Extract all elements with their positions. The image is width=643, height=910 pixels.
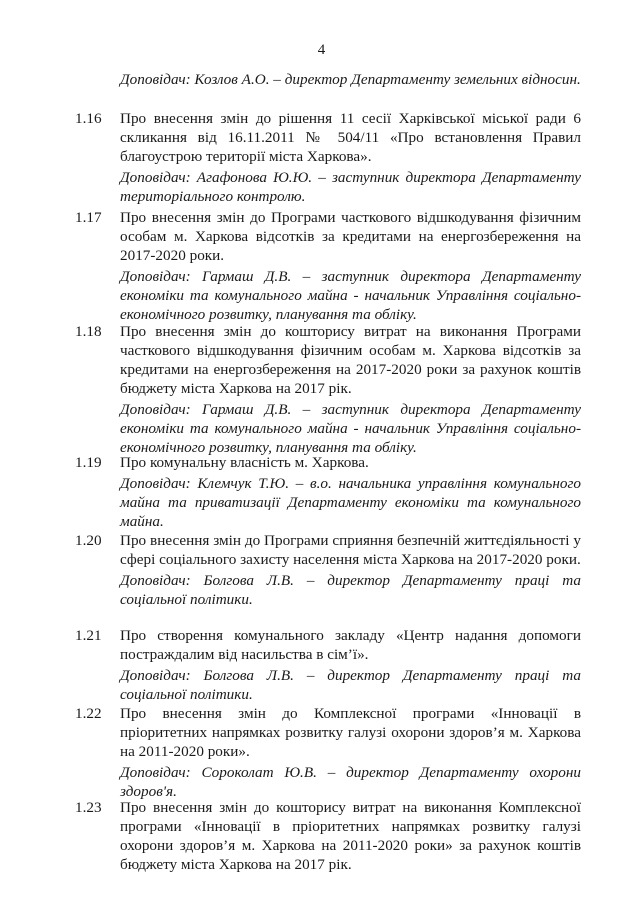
agenda-item-title: Про внесення змін до Програми сприяння безпечній життєдіяльності у сфері соціального захисту населення міста Харкова на 2017-2020 роки.	[120, 532, 581, 568]
agenda-item-title: Про внесення змін до кошторису витрат на виконання Комплексної програми «Інновації в пріоритетних напрямках розвитку галузі охорони здоров’я м. Харкова на 2011-2020 роки» за рахунок коштів бюджету міста Харкова на 2017 рік.	[120, 799, 581, 873]
agenda-item-number: 1.22	[75, 705, 102, 722]
intro-reporter: Доповідач: Козлов А.О. – директор Департаменту земельних відносин.	[120, 71, 581, 88]
agenda-item	[120, 453, 581, 531]
agenda-item-reporter: Доповідач: Агафонова Ю.Ю. – заступник директора Департаменту територіального контролю.	[120, 169, 581, 205]
agenda-item	[120, 322, 581, 457]
agenda-item-number: 1.19	[75, 454, 102, 471]
agenda-item-title: Про комунальну власність м. Харкова.	[120, 454, 369, 471]
agenda-item-number: 1.20	[75, 532, 102, 549]
agenda-item-number: 1.16	[75, 110, 102, 127]
agenda-item	[120, 109, 581, 206]
agenda-item-reporter: Доповідач: Гармаш Д.В. – заступник директора Департаменту економіки та комунального майна - начальник Управління соціально-економічного розвитку, планування та обліку.	[120, 268, 581, 323]
agenda-item-reporter: Доповідач: Сороколат Ю.В. – директор Департаменту охорони здоров'я.	[120, 764, 581, 800]
agenda-item-number: 1.17	[75, 209, 102, 226]
agenda-item-title: Про створення комунального закладу «Центр надання допомоги постраждалим від насильства в сім’ї».	[120, 627, 581, 663]
agenda-item	[120, 704, 581, 801]
agenda-item-number: 1.23	[75, 799, 102, 816]
agenda-item	[120, 208, 581, 324]
agenda-item-number: 1.21	[75, 627, 102, 644]
page-number: 4	[317, 42, 326, 58]
agenda-item-reporter: Доповідач: Болгова Л.В. – директор Департаменту праці та соціальної політики.	[120, 667, 581, 703]
agenda-item-number: 1.18	[75, 323, 102, 340]
agenda-item-title: Про внесення змін до Комплексної програми «Інновації в пріоритетних напрямках розвитку галузі охорони здоров’я м. Харкова на 2011-2020 роки».	[120, 705, 581, 760]
agenda-item-title: Про внесення змін до рішення 11 сесії Харківської міської ради 6 скликання від 16.11.2011 № 504/11 «Про встановлення Правил благоустрою території міста Харкова».	[120, 110, 581, 165]
agenda-item	[120, 626, 581, 704]
agenda-item	[120, 531, 581, 609]
agenda-item-reporter: Доповідач: Гармаш Д.В. – заступник директора Департаменту економіки та комунального майна - начальник Управління соціально-економічного розвитку, планування та обліку.	[120, 401, 581, 456]
agenda-item-title: Про внесення змін до Програми часткового відшкодування фізичним особам м. Харкова відсотків за кредитами на енергозбереження на 2017-2020 роки.	[120, 209, 581, 264]
agenda-item-reporter: Доповідач: Болгова Л.В. – директор Департаменту праці та соціальної політики.	[120, 572, 581, 608]
agenda-item	[120, 798, 581, 874]
agenda-item-title: Про внесення змін до кошторису витрат на виконання Програми часткового відшкодування фізичним особам м. Харкова відсотків за кредитами на енергозбереження на 2017-2020 роки за рахунок коштів бюджету міста Харкова на 2017 рік.	[120, 323, 581, 397]
agenda-item-reporter: Доповідач: Клемчук Т.Ю. – в.о. начальника управління комунального майна та приватизації Департаменту економіки та комунального майна.	[120, 475, 581, 530]
